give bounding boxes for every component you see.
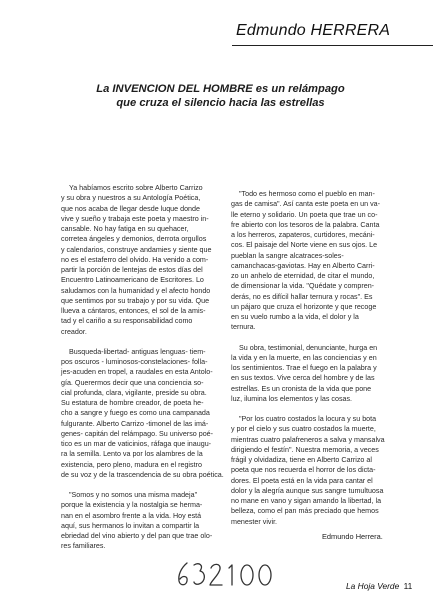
text-line: nan en el asombro frente a la vida. Hoy está	[61, 511, 202, 520]
text-line: mientras cuatro palafreneros a salva y mansalva	[231, 435, 385, 444]
page-number: 11	[403, 581, 413, 591]
text-line: aquí, sus hermanos lo invitan a compartir la	[61, 521, 200, 530]
text-line: y su obra y nuestros a su Antología Poética,	[61, 194, 201, 203]
text-line: de su voz y de la trascendencia de su obra poética.	[61, 470, 224, 479]
text-line: fulgurante. Alberto Carrizo -timonel de las imá-	[61, 419, 209, 428]
text-line: "Por los cuatro costados la locura y su bota	[239, 415, 377, 423]
text-line: llueva a cántaros, entonces, el sol de la amis-	[61, 307, 206, 315]
text-line: cho a sangre y fuego es como una campanada	[61, 409, 210, 418]
text-line: luz, ilumina los elementos y las cosas.	[231, 394, 353, 403]
text-line: derás, no es difícil hallar ternura y rocas". Es	[231, 292, 373, 301]
text-line: y calendarios, construye andamies y siente que	[61, 245, 212, 254]
text-line: partir la porción de lentejas de estos días del	[61, 266, 203, 274]
left-column	[61, 183, 224, 552]
text-line: fre abierto con los tesoros de la palabra. Canta	[231, 220, 380, 229]
text-line: ternura.	[231, 323, 256, 332]
text-line: cial profunda, clara, vigilante, preside su obra.	[61, 388, 207, 397]
text-line: ra la semilla. Lento va por los alambres de la	[61, 450, 203, 459]
header-rule	[232, 45, 433, 46]
text-line: zo un anhelo de eternidad, de citar el mundo,	[231, 272, 375, 280]
text-line: cos. El paisaje del Norte viene en sus ojos. Le	[231, 241, 378, 250]
text-line: creador.	[61, 327, 87, 336]
text-line: no es el estaferro del olvido. Ha venido a com-	[61, 255, 209, 264]
text-line: dores. El poeta está en la vida para cantar el	[231, 476, 373, 485]
handwritten-number	[175, 560, 291, 588]
text-line: a los herreros, zapateros, curtidores, mecáni-	[231, 231, 375, 239]
text-line: belleza, como el pan más preciado que hemos	[231, 507, 379, 516]
text-line: pos oscuros - luminosos-constelaciones- folla-	[61, 358, 208, 366]
text-line: poeta que nos recuerda el horror de los dicta-	[231, 466, 376, 475]
text-line: gas de camisa". Así canta este poeta en un va-	[231, 200, 381, 209]
text-line: dirigiendo el festín". Nuestra memoria, a veces	[231, 445, 379, 454]
paragraph-gap	[61, 337, 221, 347]
text-line: res familiares.	[61, 542, 106, 551]
text-line: dolor y la alegría aunque sus sangre tumultuosa	[231, 486, 384, 495]
text-line: en sus textos. Vive cerca del hombre y de las	[231, 374, 375, 383]
text-line: tad y el cariño a su responsabilidad como	[61, 317, 193, 326]
right-column	[231, 189, 391, 527]
text-line: lle eterno y solidario. Un poeta que trae un co-	[231, 210, 378, 219]
text-line: la vida y en la muerte, en las conciencias y en	[231, 353, 377, 362]
text-line: existencia, pero pleno, madura en el registro	[61, 460, 202, 469]
paragraph-gap	[231, 404, 391, 414]
text-line: Encuentro Latinoamericano de Escritores. Lo	[61, 276, 204, 285]
title-line-1: La INVENCION DEL HOMBRE es un relámpago	[96, 83, 345, 95]
text-line: porque la existencia y la nostalgia se herma-	[61, 501, 203, 510]
text-line: estrellas. Es un cronista de la vida que pone	[231, 384, 372, 393]
text-line: cansable. No hay fatiga en su quehacer,	[61, 225, 189, 233]
text-line: "Todo es hermoso como el pueblo en man-	[239, 190, 375, 198]
article-title	[0, 82, 441, 110]
author-name: Edmundo HERRERA	[236, 22, 391, 39]
text-line: en su vuelo rumbo a la vida, el dolor y la	[231, 313, 359, 321]
text-line: Busqueda-libertad- antiguas lenguas- tiem-	[69, 347, 206, 356]
text-line: menester vivir.	[231, 517, 278, 526]
text-line: vive y sueño y trabaja este poeta y maestro in-	[61, 214, 209, 223]
text-line: saludamos con la humanidad y el afecto hondo	[61, 286, 211, 295]
text-line: los sentimientos. Trae el fuego en la palabra y	[231, 364, 377, 372]
text-line: camanchacas-gaviotas. Hay en Alberto Carri-	[231, 261, 375, 270]
text-line: genes- capitán del relámpago. Su universo poé-	[61, 429, 214, 438]
text-line: frágil y olvidadiza, tiene en Alberto Carrizo al	[231, 456, 372, 464]
text-line: Su obra, testimonial, denunciante, hurga en	[239, 343, 378, 352]
page-footer	[346, 581, 412, 591]
text-line: "Somos y no somos una misma madeja"	[69, 491, 198, 499]
text-line: que sentimos por su trabajo y por su vida. Que	[61, 296, 210, 305]
title-line-2: que cruza el silencio hacia las estrellas	[116, 97, 325, 109]
text-line: corretea ángeles y demonios, derrota orgullos	[61, 235, 207, 244]
paragraph-gap	[61, 480, 221, 490]
text-line: Ya habíamos escrito sobre Alberto Carrizo	[69, 184, 203, 192]
text-line: pueblan la sangre alcatraces-soles-	[231, 251, 344, 260]
text-line: un pájaro que cruza el horizonte y que recoge	[231, 302, 377, 311]
text-line: de dimensionar la vida. "Quédate y compren-	[231, 282, 375, 291]
text-line: y por el cielo y sus cuatro costados la muerte,	[231, 425, 376, 434]
text-line: jes-acuden en tropel, a raudales en esta Antolo-	[61, 368, 213, 377]
paragraph-gap	[231, 333, 391, 343]
text-line: gía. Querermos decir que una conciencia so-	[61, 378, 204, 387]
text-line: que nos acaba de llegar desde luque donde	[61, 204, 200, 213]
text-line: Su estatura de hombre creador, de poeta he-	[61, 399, 204, 407]
magazine-name: La Hoja Verde	[346, 581, 400, 591]
text-line: ebriedad del vino abierto y del pan que trae olo-	[61, 532, 213, 540]
text-line: no mane en vano y sigan amando la libertad, la	[231, 497, 382, 505]
text-line: tico es un mar de vaticinios, ráfaga que inaugu-	[61, 440, 212, 448]
signature: Edmundo Herrera.	[322, 532, 383, 541]
